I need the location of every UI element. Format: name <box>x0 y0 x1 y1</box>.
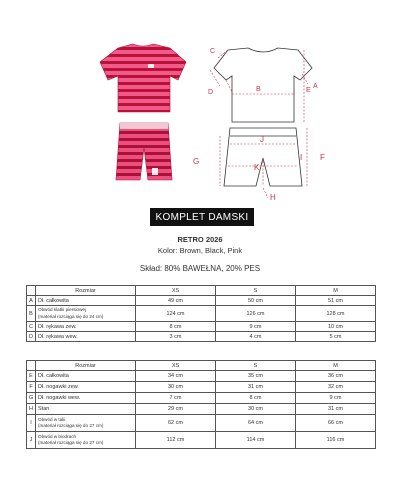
table-row <box>27 415 376 432</box>
table-row <box>27 393 376 404</box>
label-g: G <box>193 157 200 166</box>
row-letter: B <box>27 306 36 322</box>
value-xs: 3 cm <box>136 332 216 342</box>
label-d: D <box>208 89 214 96</box>
row-label: Dł. rękawa wew. <box>36 332 136 342</box>
table-row <box>27 432 376 449</box>
header-xs: XS <box>136 361 216 371</box>
value-s: 64 cm <box>216 415 296 432</box>
row-label: Dł. całkowita <box>36 371 136 382</box>
row-letter: H <box>27 404 36 415</box>
tshirt-image <box>100 44 186 112</box>
row-letter: J <box>27 432 36 449</box>
row-label: Dł. nogawki wew. <box>36 393 136 404</box>
label-j: J <box>260 135 264 144</box>
product-title: KOMPLET DAMSKI <box>150 208 254 226</box>
table-row <box>27 382 376 393</box>
value-m: 5 cm <box>296 332 376 342</box>
value-xs: 8 cm <box>136 322 216 332</box>
table-row <box>27 332 376 342</box>
value-s: 9 cm <box>216 322 296 332</box>
value-xs: 112 cm <box>136 432 216 449</box>
row-letter: E <box>27 371 36 382</box>
value-s: 30 cm <box>216 404 296 415</box>
header-size: Rozmiar <box>36 361 136 371</box>
header-s: S <box>216 361 296 371</box>
value-m: 32 cm <box>296 382 376 393</box>
table-row <box>27 404 376 415</box>
table-row <box>27 371 376 382</box>
row-letter: F <box>27 382 36 393</box>
row-label-note: (materiał rozciąga się do 27 cm) <box>38 423 104 428</box>
header-xs: XS <box>136 286 216 296</box>
label-f: F <box>320 153 325 162</box>
row-label <box>36 432 136 449</box>
label-h: H <box>270 193 276 202</box>
value-xs: 7 cm <box>136 393 216 404</box>
header-letter <box>27 286 36 296</box>
shorts-size-table <box>26 360 376 449</box>
table-row <box>27 296 376 306</box>
row-letter: G <box>27 393 36 404</box>
value-m: 51 cm <box>296 296 376 306</box>
row-letter: I <box>27 415 36 432</box>
label-i: I <box>300 153 303 162</box>
value-m: 116 cm <box>296 432 376 449</box>
shorts-image <box>116 123 172 180</box>
label-k: K <box>254 163 260 172</box>
row-label: Stan <box>36 404 136 415</box>
value-m: 9 cm <box>296 393 376 404</box>
value-m: 36 cm <box>296 371 376 382</box>
value-m: 128 cm <box>296 306 376 322</box>
row-label: Dł. całkowita <box>36 296 136 306</box>
table-row <box>27 306 376 322</box>
label-c: C <box>210 48 216 55</box>
value-xs: 29 cm <box>136 404 216 415</box>
row-label-main: Obwód klatki piersiowej <box>38 307 86 312</box>
row-label: Dł. nogawki zew. <box>36 382 136 393</box>
value-xs: 49 cm <box>136 296 216 306</box>
value-s: 4 cm <box>216 332 296 342</box>
label-e: E <box>306 87 311 94</box>
row-label <box>36 415 136 432</box>
value-s: 31 cm <box>216 382 296 393</box>
table-row <box>27 322 376 332</box>
tshirt-size-table <box>26 285 376 342</box>
value-s: 35 cm <box>216 371 296 382</box>
row-letter: D <box>27 332 36 342</box>
row-letter: A <box>27 296 36 306</box>
product-photo <box>88 40 198 190</box>
value-s: 50 cm <box>216 296 296 306</box>
header-size: Rozmiar <box>36 286 136 296</box>
label-a: A <box>313 83 318 90</box>
row-label-main: Obwód w biodrach <box>38 433 77 439</box>
measurement-diagram <box>190 40 340 205</box>
tshirt-diagram <box>214 48 312 122</box>
collection-name: RETRO 2026 <box>177 235 223 244</box>
row-label-note: (materiał rozciąga się do 24 cm) <box>38 313 104 319</box>
label-b: B <box>256 86 261 93</box>
header-m: M <box>296 286 376 296</box>
header-m: M <box>296 361 376 371</box>
value-m: 66 cm <box>296 415 376 432</box>
table-header-row <box>27 361 376 371</box>
material-composition: Skład: 80% BAWEŁNA, 20% PES <box>139 264 261 273</box>
value-xs: 62 cm <box>136 415 216 432</box>
value-xs: 124 cm <box>136 306 216 322</box>
value-s: 126 cm <box>216 306 296 322</box>
value-xs: 34 cm <box>136 371 216 382</box>
row-letter: C <box>27 322 36 332</box>
row-label-main: Obwód w talii <box>38 416 66 422</box>
value-m: 10 cm <box>296 322 376 332</box>
row-label: Dł. rękawa zew. <box>36 322 136 332</box>
row-label-note: (materiał rozciąga się do 27 cm) <box>38 440 104 445</box>
table-header-row <box>27 286 376 296</box>
value-xs: 30 cm <box>136 382 216 393</box>
color-options: Kolor: Brown, Black, Pink <box>157 246 243 255</box>
value-s: 114 cm <box>216 432 296 449</box>
value-m: 31 cm <box>296 404 376 415</box>
header-letter <box>27 361 36 371</box>
header-s: S <box>216 286 296 296</box>
value-s: 8 cm <box>216 393 296 404</box>
row-label <box>36 306 136 322</box>
